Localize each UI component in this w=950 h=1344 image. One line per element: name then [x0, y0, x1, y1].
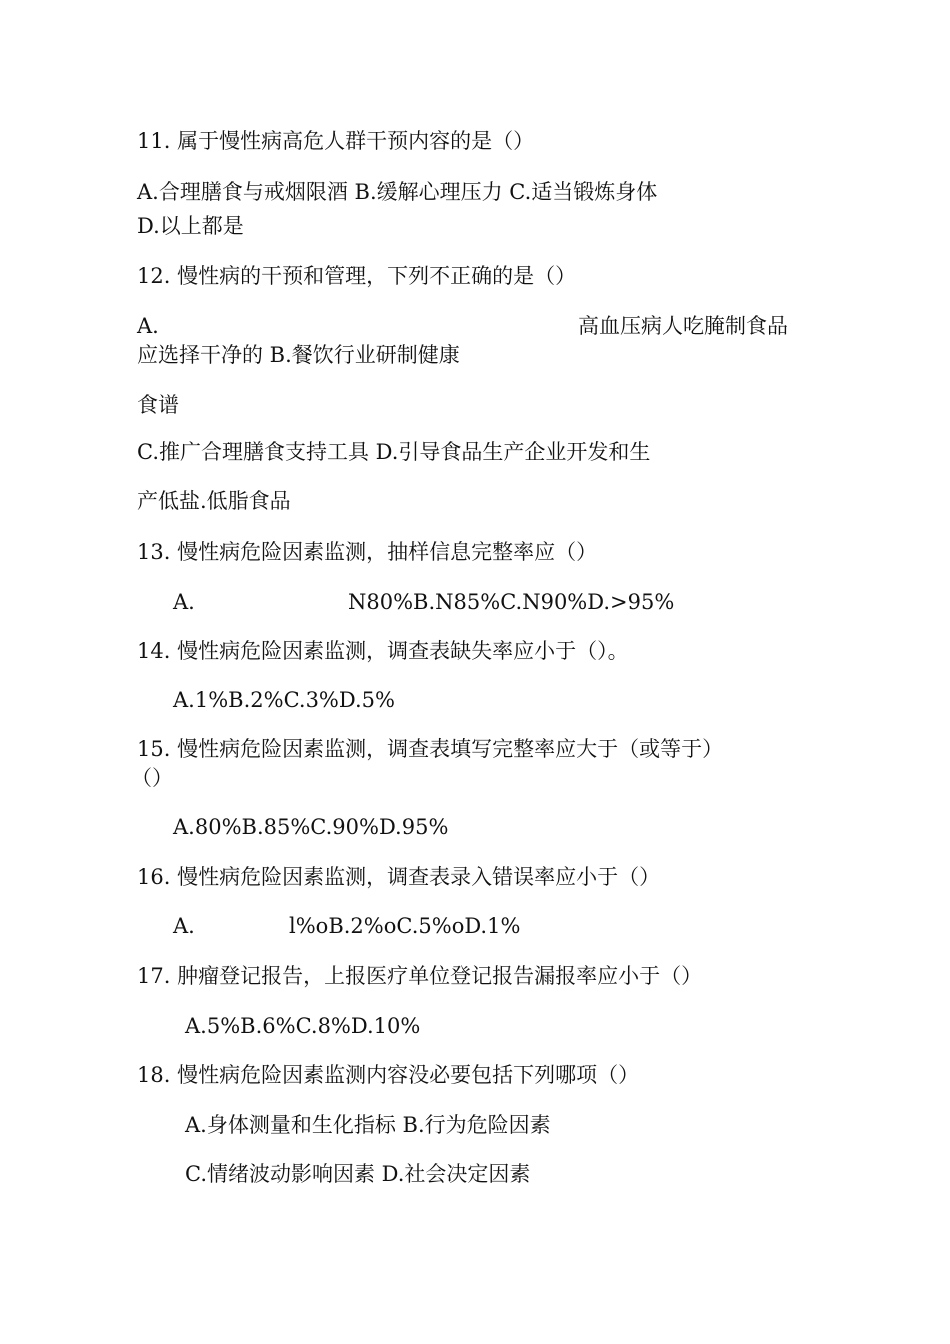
- question-15: 15. 慢性病危险因素监测，调查表填写完整率应大于（或等于）: [137, 737, 724, 761]
- question-12-options-line2: 应选择干净的 B.餐饮行业研制健康: [137, 343, 460, 367]
- question-12-options-line3: 食谱: [137, 393, 179, 417]
- question-12-option-a-text: 高血压病人吃腌制食品: [578, 314, 788, 338]
- question-12-option-a-label: A.: [137, 314, 159, 338]
- question-13: 13. 慢性病危险因素监测，抽样信息完整率应（）: [137, 540, 598, 564]
- question-11-options-line2: D.以上都是: [137, 214, 244, 238]
- question-17-options: A.5%B.6%C.8%D.10%: [185, 1014, 421, 1038]
- question-12-options-line5: 产低盐.低脂食品: [137, 489, 291, 513]
- question-13-options: N80%B.N85%C.N90%D.>95%: [348, 590, 675, 614]
- question-15-options: A.80%B.85%C.90%D.95%: [173, 815, 449, 839]
- question-18: 18. 慢性病危险因素监测内容没必要包括下列哪项（）: [137, 1063, 640, 1087]
- question-11-options-line1: A.合理膳食与戒烟限酒 B.缓解心理压力 C.适当锻炼身体: [137, 180, 658, 204]
- question-13-option-label: A.: [173, 590, 195, 614]
- question-14-options: A.1%B.2%C.3%D.5%: [173, 688, 395, 712]
- question-16-options: l%oB.2%oC.5%oD.1%: [289, 914, 521, 938]
- question-11: 11. 属于慢性病高危人群干预内容的是（）: [137, 129, 535, 153]
- question-15-continuation: （）: [131, 766, 173, 790]
- question-18-options-line1: A.身体测量和生化指标 B.行为危险因素: [185, 1113, 551, 1137]
- question-17: 17. 肿瘤登记报告，上报医疗单位登记报告漏报率应小于（）: [137, 964, 703, 988]
- question-16-option-label: A.: [173, 914, 195, 938]
- question-14: 14. 慢性病危险因素监测，调查表缺失率应小于（）。: [137, 639, 629, 663]
- question-12-options-line4: C.推广合理膳食支持工具 D.引导食品生产企业开发和生: [137, 440, 651, 464]
- question-18-options-line2: C.情绪波动影响因素 D.社会决定因素: [185, 1162, 531, 1186]
- question-12: 12. 慢性病的干预和管理，下列不正确的是（）: [137, 264, 577, 288]
- question-16: 16. 慢性病危险因素监测，调查表录入错误率应小于（）: [137, 865, 661, 889]
